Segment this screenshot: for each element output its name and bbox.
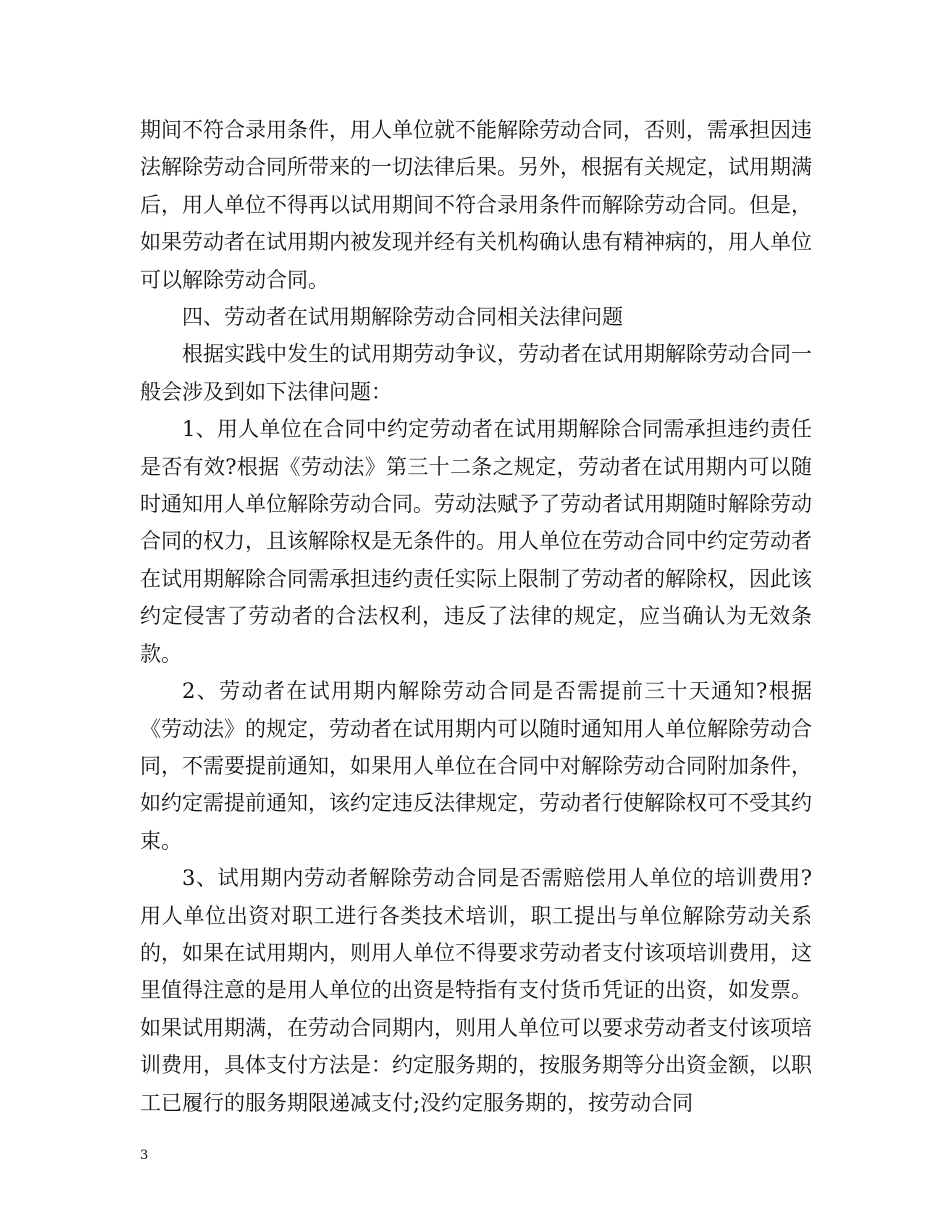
page-number: 3 <box>140 1148 149 1163</box>
paragraph-item-1: 1、用人单位在合同中约定劳动者在试用期解除合同需承担违约责任是否有效?根据《劳动法》第三十二条之规定，劳动者在试用期内可以随时通知用人单位解除劳动合同。劳动法赋予了劳动者试用期随时解除劳动合同的权力，且该解除权是无条件的。用人单位在劳动合同中约定劳动者在试用期解除合同需承担违约责任实际上限制了劳动者的解除权，因此该约定侵害了劳动者的合法权利，违反了法律的规定，应当确认为无效条款。 <box>140 417 812 666</box>
paragraph-intro: 根据实践中发生的试用期劳动争议，劳动者在试用期解除劳动合同一般会涉及到如下法律问题： <box>140 342 812 404</box>
body-text <box>140 112 812 1122</box>
section-heading: 四、劳动者在试用期解除劳动合同相关法律问题 <box>182 305 623 330</box>
paragraph-item-3: 3、试用期内劳动者解除劳动合同是否需赔偿用人单位的培训费用?用人单位出资对职工进行各类技术培训，职工提出与单位解除劳动关系的，如果在试用期内，则用人单位不得要求劳动者支付该项培训费用，这里值得注意的是用人单位的出资是特指有支付货币凭证的出资，如发票。如果试用期满，在劳动合同期内，则用人单位可以要求劳动者支付该项培训费用，具体支付方法是：约定服务期的，按服务期等分出资金额，以职工已履行的服务期限递减支付;没约定服务期的，按劳动合同 <box>140 866 812 1115</box>
paragraph-continuation: 期间不符合录用条件，用人单位就不能解除劳动合同，否则，需承担因违法解除劳动合同所带来的一切法律后果。另外，根据有关规定，试用期满后，用人单位不得再以试用期间不符合录用条件而解除劳动合同。但是，如果劳动者在试用期内被发现并经有关机构确认患有精神病的，用人单位可以解除劳动合同。 <box>140 118 812 292</box>
paragraph-item-2: 2、劳动者在试用期内解除劳动合同是否需提前三十天通知?根据《劳动法》的规定，劳动者在试用期内可以随时通知用人单位解除劳动合同，不需要提前通知，如果用人单位在合同中对解除劳动合同附加条件，如约定需提前通知，该约定违反法律规定，劳动者行使解除权可不受其约束。 <box>140 679 812 853</box>
